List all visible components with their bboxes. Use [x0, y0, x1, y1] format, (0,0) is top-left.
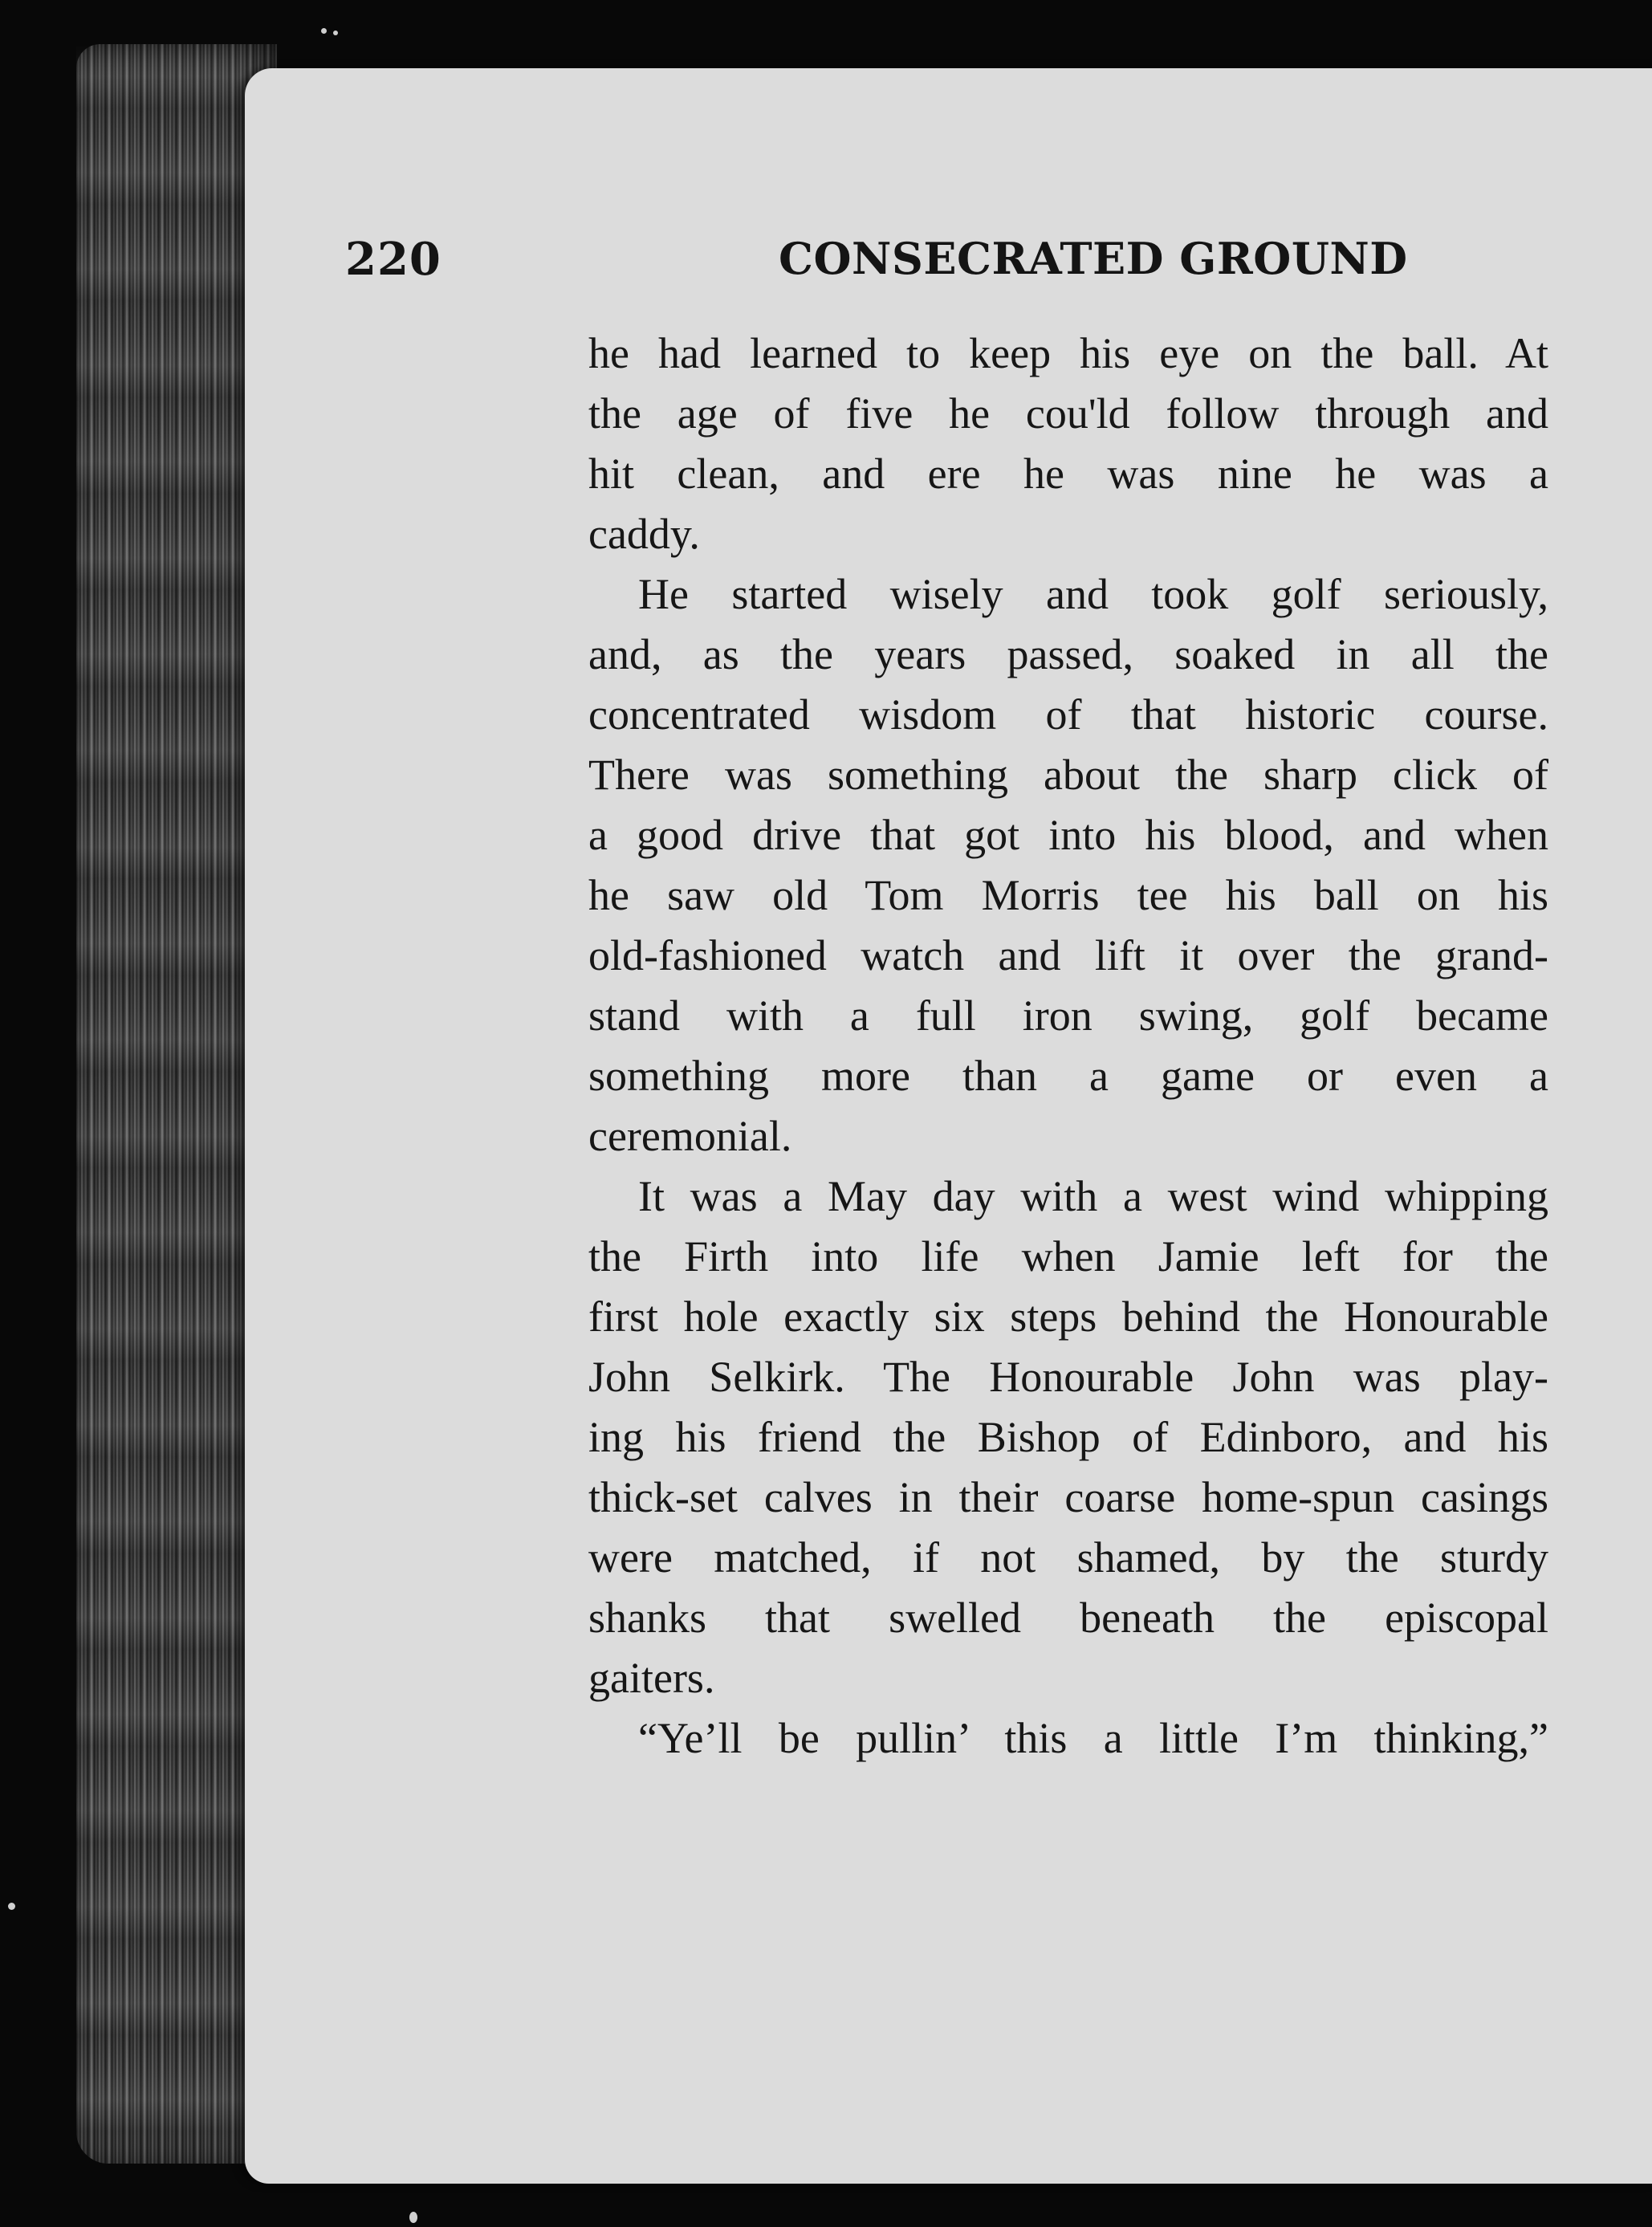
- margin-speck: [8, 1903, 15, 1910]
- page-number: 220: [345, 233, 441, 286]
- margin-speck: [409, 2212, 417, 2223]
- text-line: he saw old Tom Morris tee his ball on his: [588, 871, 1548, 919]
- text-line: John Selkirk. The Honourable John was play-: [588, 1353, 1548, 1401]
- text-line: gaiters.: [588, 1654, 715, 1702]
- text-line: and, as the years passed, soaked in all the: [588, 630, 1548, 678]
- body-text: [588, 324, 1548, 1769]
- text-line: old-fashioned watch and lift it over the grand-: [588, 931, 1548, 979]
- running-head: [345, 233, 1549, 297]
- margin-speck: [321, 28, 327, 34]
- text-line: shanks that swelled beneath the episcopal: [588, 1594, 1548, 1642]
- text-line: caddy.: [588, 510, 700, 558]
- text-line: It was a May day with a west wind whipping: [638, 1172, 1548, 1220]
- text-line: thick-set calves in their coarse home-spun casings: [588, 1473, 1548, 1521]
- text-line: ceremonial.: [588, 1112, 792, 1160]
- text-line: the Firth into life when Jamie left for the: [588, 1232, 1548, 1280]
- text-line: a good drive that got into his blood, and when: [588, 811, 1548, 859]
- text-line: he had learned to keep his eye on the ball. At: [588, 329, 1548, 377]
- text-line: first hole exactly six steps behind the Honourable: [588, 1293, 1548, 1341]
- text-line: the age of five he cou'ld follow through and: [588, 389, 1548, 438]
- text-line: concentrated wisdom of that historic course.: [588, 690, 1548, 739]
- text-line: There was something about the sharp click of: [588, 751, 1548, 799]
- text-line: hit clean, and ere he was nine he was a: [588, 450, 1548, 498]
- text-line: He started wisely and took golf seriously,: [638, 570, 1548, 618]
- text-line: something more than a game or even a: [588, 1052, 1548, 1100]
- running-title: CONSECRATED GROUND: [779, 233, 1408, 284]
- text-line: “Ye’ll be pullin’ this a little I’m thinking,”: [638, 1714, 1548, 1762]
- text-line: were matched, if not shamed, by the sturdy: [588, 1533, 1548, 1582]
- margin-speck: [333, 31, 338, 35]
- text-line: ing his friend the Bishop of Edinboro, and his: [588, 1413, 1548, 1461]
- text-line: stand with a full iron swing, golf became: [588, 991, 1548, 1040]
